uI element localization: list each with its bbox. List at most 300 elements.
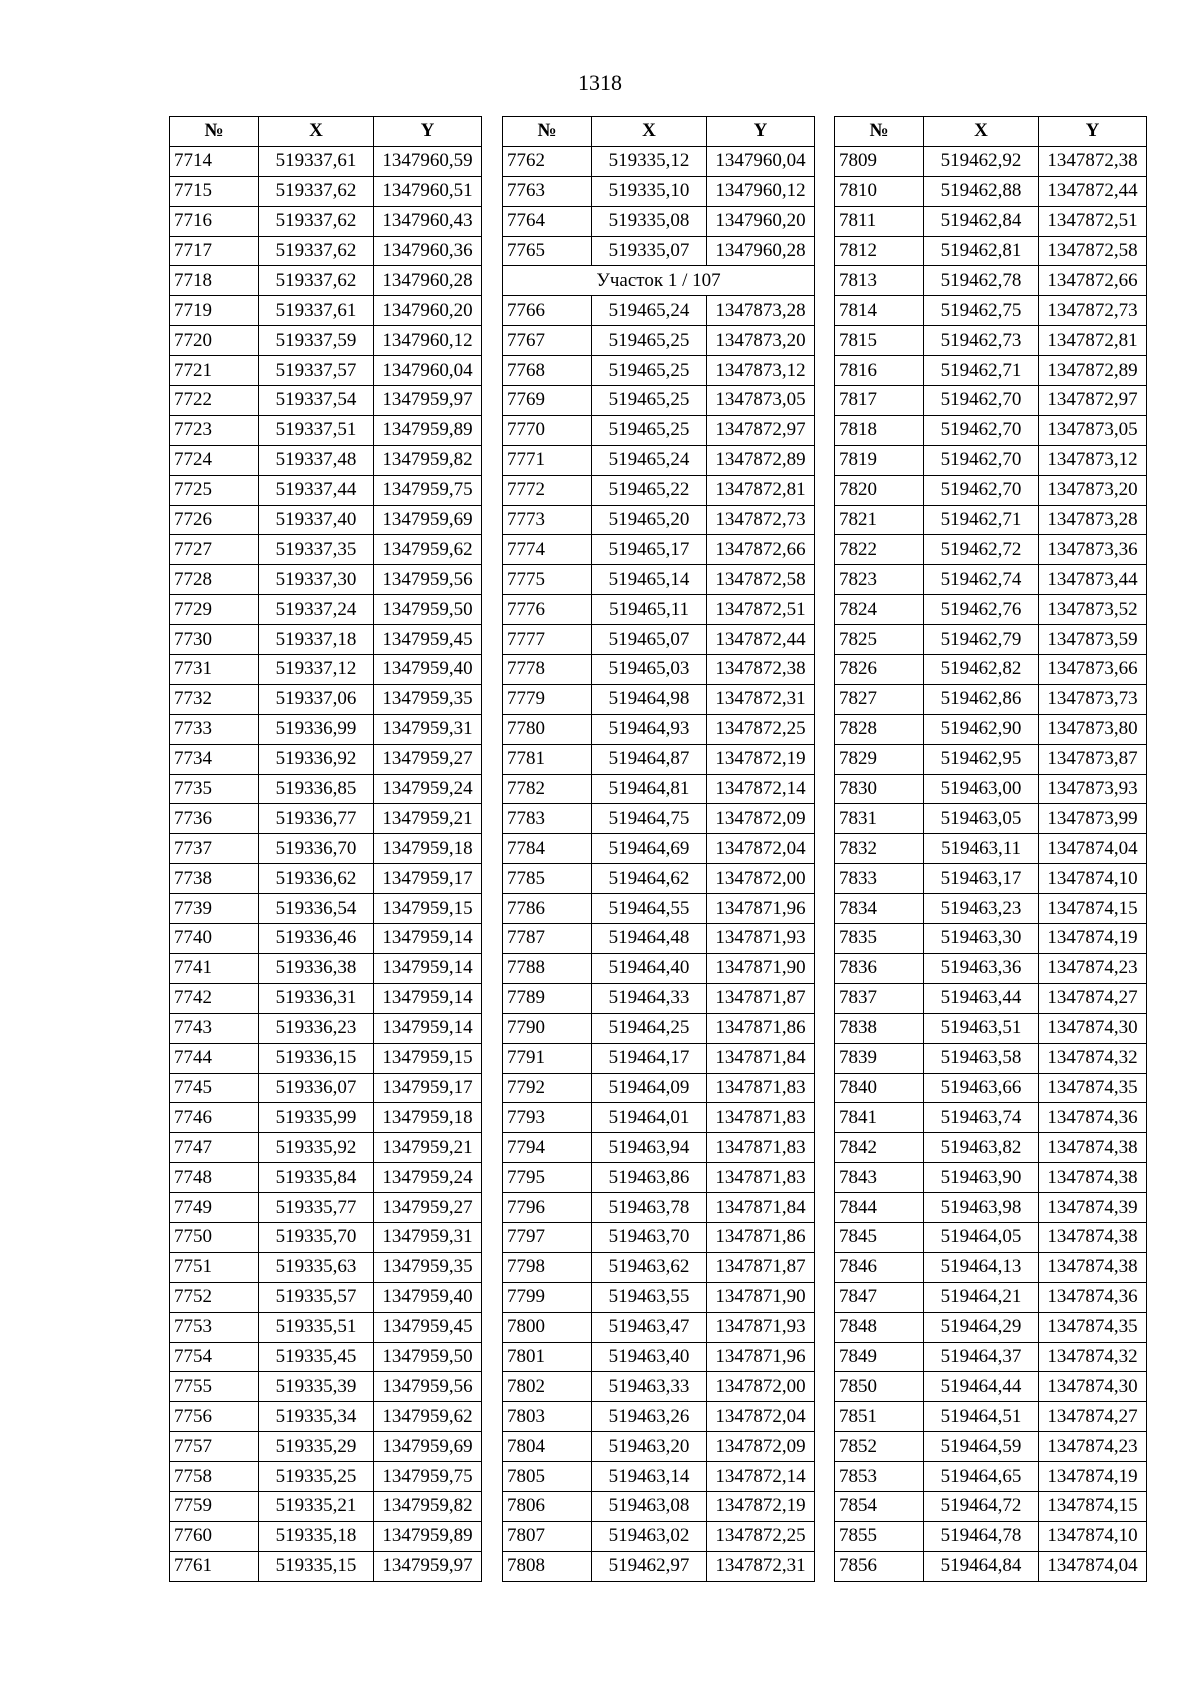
y-coordinate-cell: 1347872,00: [707, 1372, 815, 1402]
point-number-cell: 7833: [835, 864, 924, 894]
y-coordinate-cell: 1347959,45: [374, 625, 482, 655]
point-number-cell: 7787: [503, 924, 592, 954]
y-coordinate-cell: 1347873,52: [1039, 595, 1147, 625]
x-coordinate-cell: 519464,44: [924, 1372, 1039, 1402]
y-coordinate-cell: 1347960,12: [374, 326, 482, 356]
x-coordinate-cell: 519462,82: [924, 655, 1039, 685]
y-coordinate-cell: 1347959,69: [374, 505, 482, 535]
y-coordinate-cell: 1347959,17: [374, 1073, 482, 1103]
point-number-cell: 7777: [503, 625, 592, 655]
point-number-cell: 7752: [170, 1282, 259, 1312]
y-coordinate-cell: 1347959,35: [374, 1252, 482, 1282]
table-row: [503, 983, 815, 1013]
header-x: X: [259, 117, 374, 147]
point-number-cell: 7797: [503, 1222, 592, 1252]
table-row: [835, 445, 1147, 475]
table-row: [170, 146, 482, 176]
table-row: [170, 176, 482, 206]
x-coordinate-cell: 519463,11: [924, 834, 1039, 864]
point-number-cell: 7834: [835, 894, 924, 924]
x-coordinate-cell: 519463,33: [592, 1372, 707, 1402]
point-number-cell: 7798: [503, 1252, 592, 1282]
point-number-cell: 7718: [170, 266, 259, 296]
point-number-cell: 7846: [835, 1252, 924, 1282]
table-row: [170, 1491, 482, 1521]
table-row: [503, 864, 815, 894]
x-coordinate-cell: 519464,78: [924, 1521, 1039, 1551]
point-number-cell: 7750: [170, 1222, 259, 1252]
point-number-cell: 7721: [170, 356, 259, 386]
table-row: [503, 1252, 815, 1282]
x-coordinate-cell: 519463,55: [592, 1282, 707, 1312]
x-coordinate-cell: 519463,74: [924, 1103, 1039, 1133]
y-coordinate-cell: 1347959,15: [374, 894, 482, 924]
point-number-cell: 7783: [503, 804, 592, 834]
point-number-cell: 7820: [835, 475, 924, 505]
y-coordinate-cell: 1347872,73: [1039, 296, 1147, 326]
table-header-row: [835, 117, 1147, 147]
point-number-cell: 7771: [503, 445, 592, 475]
y-coordinate-cell: 1347872,66: [707, 535, 815, 565]
point-number-cell: 7727: [170, 535, 259, 565]
x-coordinate-cell: 519464,13: [924, 1252, 1039, 1282]
y-coordinate-cell: 1347874,15: [1039, 894, 1147, 924]
table-row: [170, 595, 482, 625]
table-row: [835, 1282, 1147, 1312]
table-row: [170, 1133, 482, 1163]
x-coordinate-cell: 519464,87: [592, 744, 707, 774]
y-coordinate-cell: 1347959,69: [374, 1432, 482, 1462]
x-coordinate-cell: 519462,72: [924, 535, 1039, 565]
table-row: [835, 356, 1147, 386]
x-coordinate-cell: 519463,05: [924, 804, 1039, 834]
table-row: [835, 684, 1147, 714]
point-number-cell: 7844: [835, 1193, 924, 1223]
x-coordinate-cell: 519335,92: [259, 1133, 374, 1163]
table-row: [170, 565, 482, 595]
x-coordinate-cell: 519463,94: [592, 1133, 707, 1163]
table-row: [170, 1521, 482, 1551]
point-number-cell: 7792: [503, 1073, 592, 1103]
point-number-cell: 7714: [170, 146, 259, 176]
table-row: [503, 1402, 815, 1432]
point-number-cell: 7821: [835, 505, 924, 535]
y-coordinate-cell: 1347872,14: [707, 1462, 815, 1492]
y-coordinate-cell: 1347959,97: [374, 386, 482, 416]
table-row: [170, 1432, 482, 1462]
table-row: [503, 356, 815, 386]
point-number-cell: 7776: [503, 595, 592, 625]
y-coordinate-cell: 1347873,12: [1039, 445, 1147, 475]
x-coordinate-cell: 519335,12: [592, 146, 707, 176]
y-coordinate-cell: 1347873,05: [1039, 415, 1147, 445]
y-coordinate-cell: 1347871,90: [707, 953, 815, 983]
x-coordinate-cell: 519337,61: [259, 146, 374, 176]
x-coordinate-cell: 519465,07: [592, 625, 707, 655]
y-coordinate-cell: 1347871,93: [707, 924, 815, 954]
table-row: [835, 206, 1147, 236]
table-header-row: [170, 117, 482, 147]
y-coordinate-cell: 1347872,58: [1039, 236, 1147, 266]
point-number-cell: 7717: [170, 236, 259, 266]
point-number-cell: 7731: [170, 655, 259, 685]
table-row: [170, 684, 482, 714]
header-x: X: [924, 117, 1039, 147]
point-number-cell: 7793: [503, 1103, 592, 1133]
x-coordinate-cell: 519462,73: [924, 326, 1039, 356]
table-row: [835, 1491, 1147, 1521]
table-row: [503, 1193, 815, 1223]
point-number-cell: 7805: [503, 1462, 592, 1492]
table-row: [503, 1521, 815, 1551]
table-row: [503, 714, 815, 744]
point-number-cell: 7724: [170, 445, 259, 475]
y-coordinate-cell: 1347872,81: [707, 475, 815, 505]
y-coordinate-cell: 1347874,27: [1039, 983, 1147, 1013]
x-coordinate-cell: 519464,48: [592, 924, 707, 954]
x-coordinate-cell: 519464,72: [924, 1491, 1039, 1521]
point-number-cell: 7735: [170, 774, 259, 804]
table-row: [503, 236, 815, 266]
x-coordinate-cell: 519335,21: [259, 1491, 374, 1521]
table-row: [835, 1193, 1147, 1223]
point-number-cell: 7716: [170, 206, 259, 236]
table-row: [835, 535, 1147, 565]
table-row: [503, 1163, 815, 1193]
table-row: [835, 326, 1147, 356]
y-coordinate-cell: 1347871,83: [707, 1073, 815, 1103]
point-number-cell: 7745: [170, 1073, 259, 1103]
y-coordinate-cell: 1347873,87: [1039, 744, 1147, 774]
y-coordinate-cell: 1347959,89: [374, 1521, 482, 1551]
y-coordinate-cell: 1347872,97: [1039, 386, 1147, 416]
y-coordinate-cell: 1347871,84: [707, 1043, 815, 1073]
table-row: [503, 1551, 815, 1581]
point-number-cell: 7762: [503, 146, 592, 176]
x-coordinate-cell: 519462,90: [924, 714, 1039, 744]
table-row: [503, 445, 815, 475]
x-coordinate-cell: 519335,70: [259, 1222, 374, 1252]
y-coordinate-cell: 1347959,17: [374, 864, 482, 894]
y-coordinate-cell: 1347960,36: [374, 236, 482, 266]
point-number-cell: 7729: [170, 595, 259, 625]
table-row: [835, 1073, 1147, 1103]
x-coordinate-cell: 519464,59: [924, 1432, 1039, 1462]
point-number-cell: 7826: [835, 655, 924, 685]
point-number-cell: 7764: [503, 206, 592, 236]
point-number-cell: 7751: [170, 1252, 259, 1282]
y-coordinate-cell: 1347871,96: [707, 1342, 815, 1372]
point-number-cell: 7760: [170, 1521, 259, 1551]
coordinates-table-3: [834, 116, 1147, 1582]
x-coordinate-cell: 519336,85: [259, 774, 374, 804]
x-coordinate-cell: 519462,74: [924, 565, 1039, 595]
y-coordinate-cell: 1347959,40: [374, 655, 482, 685]
y-coordinate-cell: 1347959,50: [374, 595, 482, 625]
table-row: [835, 475, 1147, 505]
table-row: [170, 535, 482, 565]
point-number-cell: 7800: [503, 1312, 592, 1342]
table-row: [170, 1342, 482, 1372]
table-row: [503, 146, 815, 176]
point-number-cell: 7736: [170, 804, 259, 834]
point-number-cell: 7754: [170, 1342, 259, 1372]
y-coordinate-cell: 1347874,38: [1039, 1222, 1147, 1252]
table-row: [503, 1372, 815, 1402]
x-coordinate-cell: 519462,84: [924, 206, 1039, 236]
table-row: [503, 924, 815, 954]
point-number-cell: 7845: [835, 1222, 924, 1252]
x-coordinate-cell: 519463,86: [592, 1163, 707, 1193]
x-coordinate-cell: 519463,17: [924, 864, 1039, 894]
y-coordinate-cell: 1347872,66: [1039, 266, 1147, 296]
x-coordinate-cell: 519462,86: [924, 684, 1039, 714]
point-number-cell: 7810: [835, 176, 924, 206]
y-coordinate-cell: 1347960,59: [374, 146, 482, 176]
point-number-cell: 7850: [835, 1372, 924, 1402]
point-number-cell: 7768: [503, 356, 592, 386]
point-number-cell: 7738: [170, 864, 259, 894]
y-coordinate-cell: 1347874,23: [1039, 1432, 1147, 1462]
y-coordinate-cell: 1347959,24: [374, 774, 482, 804]
table-row: [835, 565, 1147, 595]
point-number-cell: 7791: [503, 1043, 592, 1073]
table-row: [503, 565, 815, 595]
table-row: [835, 625, 1147, 655]
y-coordinate-cell: 1347874,30: [1039, 1013, 1147, 1043]
point-number-cell: 7817: [835, 386, 924, 416]
x-coordinate-cell: 519335,07: [592, 236, 707, 266]
table-row: [170, 924, 482, 954]
section-label: Участок 1 / 107: [503, 266, 815, 296]
x-coordinate-cell: 519336,99: [259, 714, 374, 744]
x-coordinate-cell: 519462,71: [924, 356, 1039, 386]
table-row: [170, 655, 482, 685]
point-number-cell: 7794: [503, 1133, 592, 1163]
table-row: [503, 475, 815, 505]
point-number-cell: 7789: [503, 983, 592, 1013]
point-number-cell: 7815: [835, 326, 924, 356]
x-coordinate-cell: 519463,58: [924, 1043, 1039, 1073]
y-coordinate-cell: 1347959,14: [374, 1013, 482, 1043]
y-coordinate-cell: 1347872,04: [707, 1402, 815, 1432]
x-coordinate-cell: 519463,23: [924, 894, 1039, 924]
point-number-cell: 7835: [835, 924, 924, 954]
y-coordinate-cell: 1347872,97: [707, 415, 815, 445]
header-y: Y: [374, 117, 482, 147]
table-row: [503, 834, 815, 864]
point-number-cell: 7719: [170, 296, 259, 326]
point-number-cell: 7722: [170, 386, 259, 416]
x-coordinate-cell: 519463,40: [592, 1342, 707, 1372]
x-coordinate-cell: 519336,07: [259, 1073, 374, 1103]
table-row: [170, 296, 482, 326]
point-number-cell: 7808: [503, 1551, 592, 1581]
y-coordinate-cell: 1347959,82: [374, 445, 482, 475]
point-number-cell: 7822: [835, 535, 924, 565]
point-number-cell: 7790: [503, 1013, 592, 1043]
table-row: [835, 1013, 1147, 1043]
table-row: [170, 445, 482, 475]
y-coordinate-cell: 1347872,19: [707, 1491, 815, 1521]
x-coordinate-cell: 519337,18: [259, 625, 374, 655]
x-coordinate-cell: 519337,44: [259, 475, 374, 505]
x-coordinate-cell: 519337,51: [259, 415, 374, 445]
point-number-cell: 7813: [835, 266, 924, 296]
table-row: [503, 655, 815, 685]
point-number-cell: 7849: [835, 1342, 924, 1372]
table-row: [503, 1312, 815, 1342]
x-coordinate-cell: 519464,25: [592, 1013, 707, 1043]
point-number-cell: 7828: [835, 714, 924, 744]
table-row: [835, 1551, 1147, 1581]
coordinates-table-1: [169, 116, 482, 1582]
x-coordinate-cell: 519463,90: [924, 1163, 1039, 1193]
point-number-cell: 7734: [170, 744, 259, 774]
y-coordinate-cell: 1347872,44: [1039, 176, 1147, 206]
x-coordinate-cell: 519335,29: [259, 1432, 374, 1462]
table-row: [170, 1402, 482, 1432]
point-number-cell: 7802: [503, 1372, 592, 1402]
x-coordinate-cell: 519464,01: [592, 1103, 707, 1133]
table-row: [503, 625, 815, 655]
y-coordinate-cell: 1347873,12: [707, 356, 815, 386]
point-number-cell: 7772: [503, 475, 592, 505]
x-coordinate-cell: 519464,33: [592, 983, 707, 1013]
y-coordinate-cell: 1347960,12: [707, 176, 815, 206]
y-coordinate-cell: 1347873,93: [1039, 774, 1147, 804]
table-row: [835, 1462, 1147, 1492]
y-coordinate-cell: 1347874,19: [1039, 924, 1147, 954]
table-row: [835, 714, 1147, 744]
y-coordinate-cell: 1347872,09: [707, 1432, 815, 1462]
y-coordinate-cell: 1347959,82: [374, 1491, 482, 1521]
x-coordinate-cell: 519464,84: [924, 1551, 1039, 1581]
table-row: [503, 1342, 815, 1372]
point-number-cell: 7853: [835, 1462, 924, 1492]
x-coordinate-cell: 519335,15: [259, 1551, 374, 1581]
point-number-cell: 7830: [835, 774, 924, 804]
point-number-cell: 7796: [503, 1193, 592, 1223]
point-number-cell: 7836: [835, 953, 924, 983]
x-coordinate-cell: 519335,34: [259, 1402, 374, 1432]
table-row: [503, 1432, 815, 1462]
point-number-cell: 7799: [503, 1282, 592, 1312]
y-coordinate-cell: 1347874,15: [1039, 1491, 1147, 1521]
table-row: [835, 1252, 1147, 1282]
point-number-cell: 7773: [503, 505, 592, 535]
point-number-cell: 7812: [835, 236, 924, 266]
x-coordinate-cell: 519335,99: [259, 1103, 374, 1133]
table-row: [835, 1222, 1147, 1252]
table-row: [170, 206, 482, 236]
x-coordinate-cell: 519465,14: [592, 565, 707, 595]
table-row: [170, 415, 482, 445]
table-row: [503, 176, 815, 206]
table-row: [835, 983, 1147, 1013]
table-row: [170, 1312, 482, 1342]
x-coordinate-cell: 519462,97: [592, 1551, 707, 1581]
table-row: [835, 1402, 1147, 1432]
y-coordinate-cell: 1347959,27: [374, 1193, 482, 1223]
x-coordinate-cell: 519337,48: [259, 445, 374, 475]
y-coordinate-cell: 1347874,36: [1039, 1282, 1147, 1312]
x-coordinate-cell: 519465,20: [592, 505, 707, 535]
x-coordinate-cell: 519465,25: [592, 326, 707, 356]
point-number-cell: 7823: [835, 565, 924, 595]
y-coordinate-cell: 1347871,83: [707, 1103, 815, 1133]
y-coordinate-cell: 1347873,99: [1039, 804, 1147, 834]
x-coordinate-cell: 519464,81: [592, 774, 707, 804]
table-row: [170, 1372, 482, 1402]
y-coordinate-cell: 1347959,18: [374, 1103, 482, 1133]
x-coordinate-cell: 519337,62: [259, 176, 374, 206]
table-row: [170, 1551, 482, 1581]
table-row: [170, 326, 482, 356]
x-coordinate-cell: 519463,62: [592, 1252, 707, 1282]
x-coordinate-cell: 519465,25: [592, 415, 707, 445]
point-number-cell: 7765: [503, 236, 592, 266]
x-coordinate-cell: 519337,59: [259, 326, 374, 356]
y-coordinate-cell: 1347959,56: [374, 1372, 482, 1402]
header-x: X: [592, 117, 707, 147]
x-coordinate-cell: 519464,55: [592, 894, 707, 924]
point-number-cell: 7763: [503, 176, 592, 206]
point-number-cell: 7851: [835, 1402, 924, 1432]
y-coordinate-cell: 1347872,38: [1039, 146, 1147, 176]
point-number-cell: 7788: [503, 953, 592, 983]
y-coordinate-cell: 1347959,62: [374, 1402, 482, 1432]
y-coordinate-cell: 1347959,21: [374, 804, 482, 834]
table-row: [835, 834, 1147, 864]
x-coordinate-cell: 519463,47: [592, 1312, 707, 1342]
table-row: [170, 714, 482, 744]
table-row: [170, 804, 482, 834]
table-row: [835, 176, 1147, 206]
x-coordinate-cell: 519463,66: [924, 1073, 1039, 1103]
point-number-cell: 7753: [170, 1312, 259, 1342]
table-row: [835, 924, 1147, 954]
x-coordinate-cell: 519335,63: [259, 1252, 374, 1282]
point-number-cell: 7743: [170, 1013, 259, 1043]
point-number-cell: 7725: [170, 475, 259, 505]
x-coordinate-cell: 519465,22: [592, 475, 707, 505]
table-row: [170, 386, 482, 416]
y-coordinate-cell: 1347874,04: [1039, 1551, 1147, 1581]
point-number-cell: 7784: [503, 834, 592, 864]
y-coordinate-cell: 1347874,10: [1039, 864, 1147, 894]
y-coordinate-cell: 1347871,86: [707, 1013, 815, 1043]
table-row: [835, 1521, 1147, 1551]
table-row: [835, 804, 1147, 834]
y-coordinate-cell: 1347872,14: [707, 774, 815, 804]
point-number-cell: 7854: [835, 1491, 924, 1521]
y-coordinate-cell: 1347872,89: [707, 445, 815, 475]
y-coordinate-cell: 1347872,51: [1039, 206, 1147, 236]
y-coordinate-cell: 1347959,97: [374, 1551, 482, 1581]
table-row: [503, 1462, 815, 1492]
x-coordinate-cell: 519464,09: [592, 1073, 707, 1103]
point-number-cell: 7781: [503, 744, 592, 774]
y-coordinate-cell: 1347872,25: [707, 1521, 815, 1551]
point-number-cell: 7825: [835, 625, 924, 655]
x-coordinate-cell: 519464,51: [924, 1402, 1039, 1432]
x-coordinate-cell: 519463,78: [592, 1193, 707, 1223]
table-row: [170, 1103, 482, 1133]
y-coordinate-cell: 1347874,19: [1039, 1462, 1147, 1492]
x-coordinate-cell: 519335,57: [259, 1282, 374, 1312]
y-coordinate-cell: 1347872,09: [707, 804, 815, 834]
